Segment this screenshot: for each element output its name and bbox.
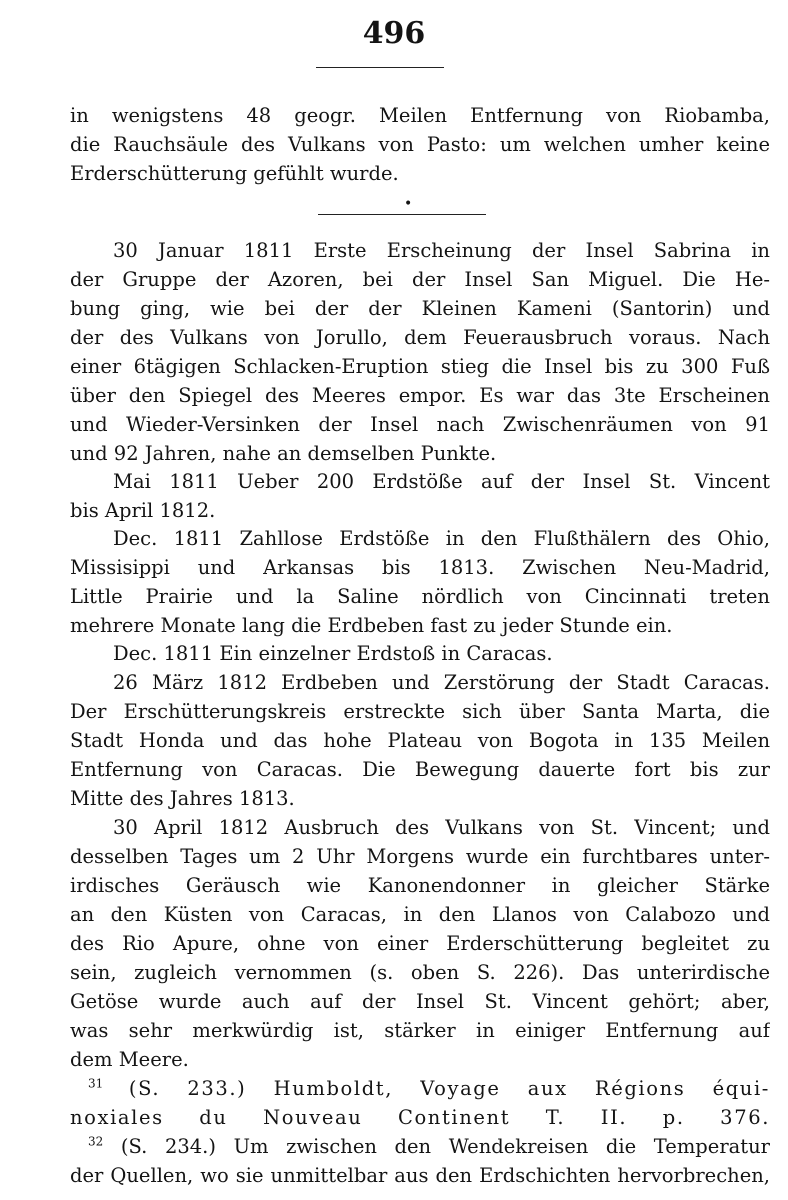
text-line: desselben Tages um 2 Uhr Morgens wurde ein furchtbares unter- [70, 845, 770, 868]
text-line: des Rio Apure, ohne von einer Erderschütterung begleitet zu [70, 932, 770, 955]
footnote-text: (S. 234.) Um zwischen den Wendekreisen die Temperatur [120, 1135, 770, 1158]
text-line: und Wieder-Versinken der Insel nach Zwischenräumen von 91 [70, 413, 770, 436]
page-number: 496 [362, 16, 426, 51]
separator-mark: • [404, 196, 413, 212]
text-line: über den Spiegel des Meeres empor. Es war das 3te Erscheinen [70, 384, 770, 407]
text-line: dem Meere. [70, 1048, 189, 1071]
text-line: die Rauchsäule des Vulkans von Pasto: um welchen umher keine [70, 133, 770, 156]
text-line: 30 Januar 1811 Erste Erscheinung der Insel Sabrina in [113, 239, 770, 262]
text-line: an den Küsten von Caracas, in den Llanos von Calabozo und [70, 903, 770, 926]
text-line: Stadt Honda und das hohe Plateau von Bogota in 135 Meilen [70, 729, 770, 752]
text-line: Entfernung von Caracas. Die Bewegung dauerte fort bis zur [70, 758, 770, 781]
footnote-number: 31 [88, 1076, 104, 1091]
section-rule [318, 214, 486, 215]
text-line: in wenigstens 48 geogr. Meilen Entfernung von Riobamba, [70, 104, 770, 127]
footnote-number: 32 [88, 1134, 104, 1149]
text-line: einer 6tägigen Schlacken-Eruption stieg die Insel bis zu 300 Fuß [70, 355, 770, 378]
footnote-text: (S. 233.) Humboldt, Voyage aux Régions équi- [128, 1077, 770, 1100]
text-line: Getöse wurde auch auf der Insel St. Vincent gehört; aber, [70, 990, 770, 1013]
text-line: mehrere Monate lang die Erdbeben fast zu jeder Stunde ein. [70, 614, 673, 637]
text-line: Little Prairie und la Saline nördlich von Cincinnati treten [70, 585, 770, 608]
text-line: und 92 Jahren, nahe an demselben Punkte. [70, 442, 497, 465]
text-line: 30 April 1812 Ausbruch des Vulkans von St. Vincent; und [113, 816, 770, 839]
text-line: Erderschütterung gefühlt wurde. [70, 162, 399, 185]
text-line: Missisippi und Arkansas bis 1813. Zwischen Neu-Madrid, [70, 556, 770, 579]
text-line: Mai 1811 Ueber 200 Erdstöße auf der Insel St. Vincent [113, 470, 770, 493]
text-line: der des Vulkans von Jorullo, dem Feuerausbruch voraus. Nach [70, 326, 770, 349]
text-line: der Gruppe der Azoren, bei der Insel San Miguel. Die He- [70, 268, 770, 291]
text-line: sein, zugleich vernommen (s. oben S. 226). Das unterirdische [70, 961, 770, 984]
footnote-32-line [88, 1132, 770, 1161]
footnote-32-line: der Quellen, wo sie unmittelbar aus den Erdschichten hervorbrechen, [70, 1164, 770, 1187]
text-line: irdisches Geräusch wie Kanonendonner in gleicher Stärke [70, 874, 770, 897]
text-line: 26 März 1812 Erdbeben und Zerstörung der Stadt Caracas. [113, 671, 770, 694]
text-line: bung ging, wie bei der der Kleinen Kameni (Santorin) und [70, 297, 770, 320]
text-line: Dec. 1811 Zahllose Erdstöße in den Flußthälern des Ohio, [113, 527, 770, 550]
text-line: Der Erschütterungskreis erstreckte sich über Santa Marta, die [70, 700, 770, 723]
footnote-31-line [88, 1074, 770, 1103]
text-line: Mitte des Jahres 1813. [70, 787, 295, 810]
header-rule [316, 67, 444, 68]
text-line: was sehr merkwürdig ist, stärker in einiger Entfernung auf [70, 1019, 770, 1042]
footnote-31-line: noxiales du Nouveau Continent T. II. p. 376. [70, 1106, 770, 1129]
text-line: bis April 1812. [70, 499, 216, 522]
text-line: Dec. 1811 Ein einzelner Erdstoß in Caracas. [113, 642, 553, 665]
